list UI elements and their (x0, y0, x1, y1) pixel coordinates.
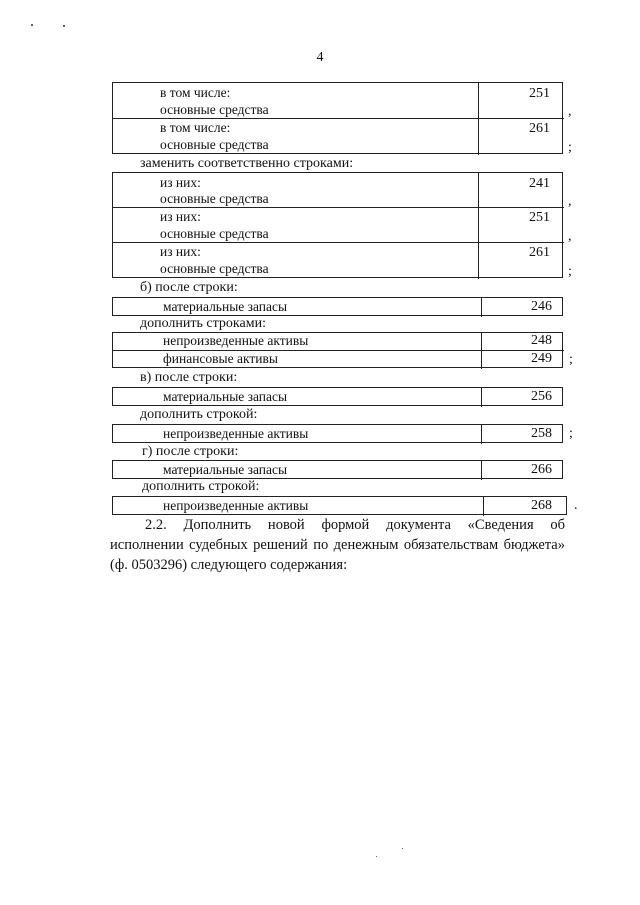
row-punct: ; (569, 426, 573, 441)
table-row-label: материальные запасы (163, 299, 288, 314)
table-row-label: в том числе: (160, 85, 231, 100)
table-row-label: непроизведенные активы (163, 426, 309, 441)
row-code: 261 (529, 121, 550, 136)
row-code: 241 (529, 176, 550, 191)
instruction-label: дополнить строкой: (140, 407, 258, 422)
table-row-label: финансовые активы (163, 351, 278, 366)
page-number: 4 (316, 50, 324, 65)
scan-speck (63, 25, 65, 27)
table-row-label: из них: (160, 244, 201, 259)
scan-speck (376, 856, 377, 857)
row-punct: , (568, 229, 572, 244)
table-row-label: основные средства (160, 102, 269, 117)
table-row-label: основные средства (160, 191, 269, 206)
table-row-label: основные средства (160, 137, 269, 152)
row-code: 268 (531, 498, 552, 513)
table-row-label: из них: (160, 175, 201, 190)
row-code: 258 (531, 426, 552, 441)
table-row-label: непроизведенные активы (163, 333, 309, 348)
row-code: 251 (529, 86, 550, 101)
instruction-label: в) после строки: (140, 370, 238, 385)
row-punct: ; (569, 352, 573, 367)
row-punct: , (568, 194, 572, 209)
paragraph-line: (ф. 0503296) следующего содержания: (110, 557, 348, 573)
row-code: 266 (531, 462, 552, 477)
row-code: 261 (529, 245, 550, 260)
instruction-label: заменить соответственно строками: (140, 156, 354, 171)
table-row-label: непроизведенные активы (163, 498, 309, 513)
instruction-label: б) после строки: (140, 280, 238, 295)
scan-speck (31, 24, 33, 26)
instruction-label: дополнить строками: (140, 316, 266, 331)
row-punct: ; (568, 264, 572, 279)
instruction-label: дополнить строкой: (142, 479, 260, 494)
row-punct: ; (568, 140, 572, 155)
paragraph-line: 2.2. Дополнить новой формой документа «Сведения об (145, 517, 565, 533)
row-code: 249 (531, 351, 552, 366)
table-row-label: основные средства (160, 226, 269, 241)
table-row-label: основные средства (160, 261, 269, 276)
paragraph-line: исполнении судебных решений по денежным обязательствам бюджета» (110, 537, 565, 553)
table-row-label: в том числе: (160, 120, 231, 135)
instruction-label: г) после строки: (142, 444, 239, 459)
row-code: 251 (529, 210, 550, 225)
row-code: 248 (531, 333, 552, 348)
table-row-label: материальные запасы (163, 389, 288, 404)
row-punct: . (574, 498, 578, 513)
table-row-label: из них: (160, 209, 201, 224)
table-row-label: материальные запасы (163, 462, 288, 477)
row-code: 256 (531, 389, 552, 404)
row-punct: , (568, 104, 572, 119)
scan-speck (402, 848, 403, 849)
row-code: 246 (531, 299, 552, 314)
